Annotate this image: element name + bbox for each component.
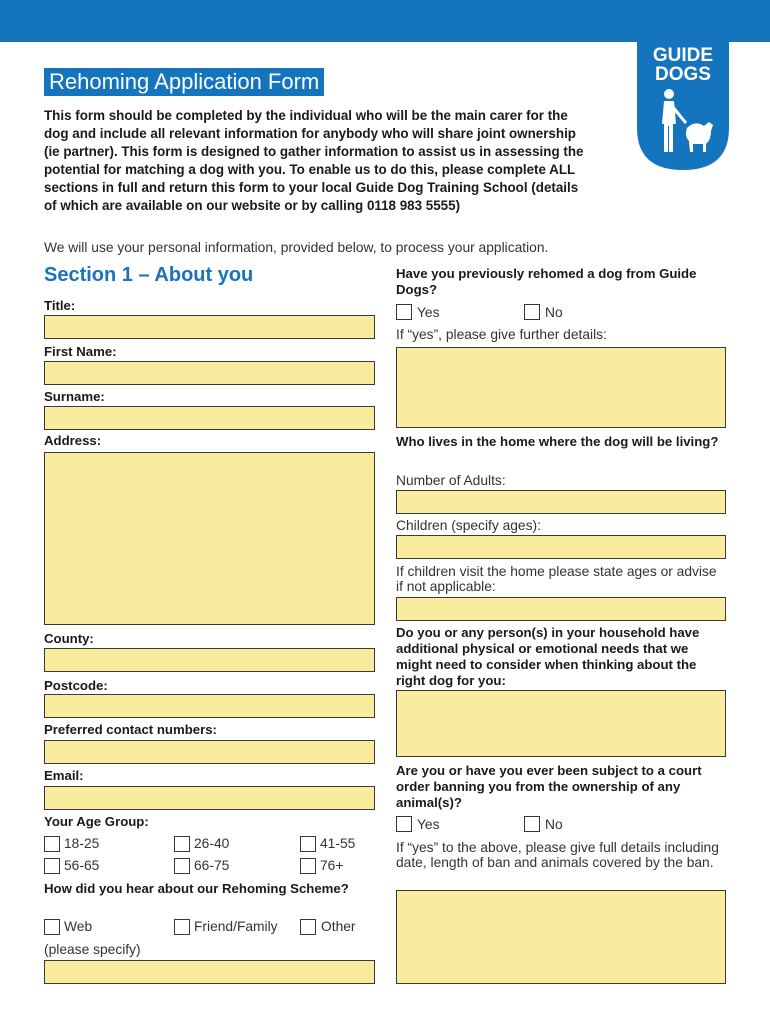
additional-needs-question: Do you or any person(s) in your household have additional physical or emotional needs that we might need to consider when thinking about the right dog for you: xyxy=(396,625,700,688)
previously-rehomed-no-checkbox[interactable] xyxy=(524,304,540,320)
age-41-55-checkbox[interactable] xyxy=(300,836,316,852)
age-56-65-checkbox[interactable] xyxy=(44,858,60,874)
children-visit-label: If children visit the home please state ages or advise if not applicable: xyxy=(396,564,717,594)
hear-option-label: Friend/Family xyxy=(194,919,278,934)
age-18-25-checkbox[interactable] xyxy=(44,836,60,852)
adults-field[interactable] xyxy=(396,490,726,514)
age-76-plus-checkbox[interactable] xyxy=(300,858,316,874)
logo-text: GUIDE DOGS xyxy=(652,45,714,85)
county-label: County: xyxy=(44,631,94,646)
address-label: Address: xyxy=(44,433,102,448)
county-field[interactable] xyxy=(44,648,375,672)
yes-label: Yes xyxy=(417,817,440,832)
first-name-label: First Name: xyxy=(44,344,117,359)
age-26-40-checkbox[interactable] xyxy=(174,836,190,852)
household-question: Who lives in the home where the dog will be living? xyxy=(396,434,719,449)
contact-label: Preferred contact numbers: xyxy=(44,722,217,737)
age-option-label: 56-65 xyxy=(64,858,100,873)
intro-text: This form should be completed by the individual who will be the main carer for the dog and include all relevant information for anybody who will share joint ownership (ie partner). This form is designed to gather information to assist us in assessing the potential for matching a dog with you. To enable us to do this, please complete ALL sections in full and return this form to your local Guide Dog Training School (details of which are available on our website or by calling 0118 983 5555) xyxy=(44,108,584,213)
adults-label: Number of Adults: xyxy=(396,473,506,488)
previous-details-label: If “yes”, please give further details: xyxy=(396,327,607,342)
children-label: Children (specify ages): xyxy=(396,518,541,533)
postcode-field[interactable] xyxy=(44,694,375,718)
additional-needs-field[interactable] xyxy=(396,690,726,757)
age-group-label: Your Age Group: xyxy=(44,814,149,829)
hear-about-label: How did you hear about our Rehoming Scheme? xyxy=(44,881,349,896)
yes-label: Yes xyxy=(417,305,440,320)
age-option-label: 18-25 xyxy=(64,836,100,851)
email-field[interactable] xyxy=(44,786,375,810)
age-option-label: 26-40 xyxy=(194,836,230,851)
email-label: Email: xyxy=(44,768,84,783)
court-order-no-checkbox[interactable] xyxy=(524,816,540,832)
please-specify-field[interactable] xyxy=(44,960,375,984)
court-details-field[interactable] xyxy=(396,890,726,984)
contact-field[interactable] xyxy=(44,740,375,764)
age-option-label: 76+ xyxy=(320,858,344,873)
court-details-label: If “yes” to the above, please give full details including date, length of ban and animals covered by the ban. xyxy=(396,840,719,870)
top-banner xyxy=(0,0,770,42)
section-heading: Section 1 – About you xyxy=(44,264,254,286)
privacy-notice: We will use your personal information, provided below, to process your application. xyxy=(44,240,549,255)
address-field[interactable] xyxy=(44,452,375,625)
age-66-75-checkbox[interactable] xyxy=(174,858,190,874)
postcode-label: Postcode: xyxy=(44,678,108,693)
age-option-label: 66-75 xyxy=(194,858,230,873)
hear-option-label: Other xyxy=(321,919,356,934)
please-specify-label: (please specify) xyxy=(44,942,141,957)
previously-rehomed-yes-checkbox[interactable] xyxy=(396,304,412,320)
previously-rehomed-question: Have you previously rehomed a dog from Guide Dogs? xyxy=(396,266,697,297)
children-visit-field[interactable] xyxy=(396,597,726,621)
hear-option-label: Web xyxy=(64,919,93,934)
children-field[interactable] xyxy=(396,535,726,559)
previous-details-field[interactable] xyxy=(396,347,726,428)
title-field[interactable] xyxy=(44,315,375,339)
no-label: No xyxy=(545,817,563,832)
hear-web-checkbox[interactable] xyxy=(44,919,60,935)
age-option-label: 41-55 xyxy=(320,836,356,851)
hear-friend-family-checkbox[interactable] xyxy=(174,919,190,935)
first-name-field[interactable] xyxy=(44,361,375,385)
hear-other-checkbox[interactable] xyxy=(300,919,316,935)
surname-label: Surname: xyxy=(44,389,105,404)
form-title: Rehoming Application Form xyxy=(44,68,324,96)
surname-field[interactable] xyxy=(44,406,375,430)
court-order-yes-checkbox[interactable] xyxy=(396,816,412,832)
title-label: Title: xyxy=(44,298,76,313)
no-label: No xyxy=(545,305,563,320)
court-order-question: Are you or have you ever been subject to a court order banning you from the ownership of any animal(s)? xyxy=(396,763,702,810)
